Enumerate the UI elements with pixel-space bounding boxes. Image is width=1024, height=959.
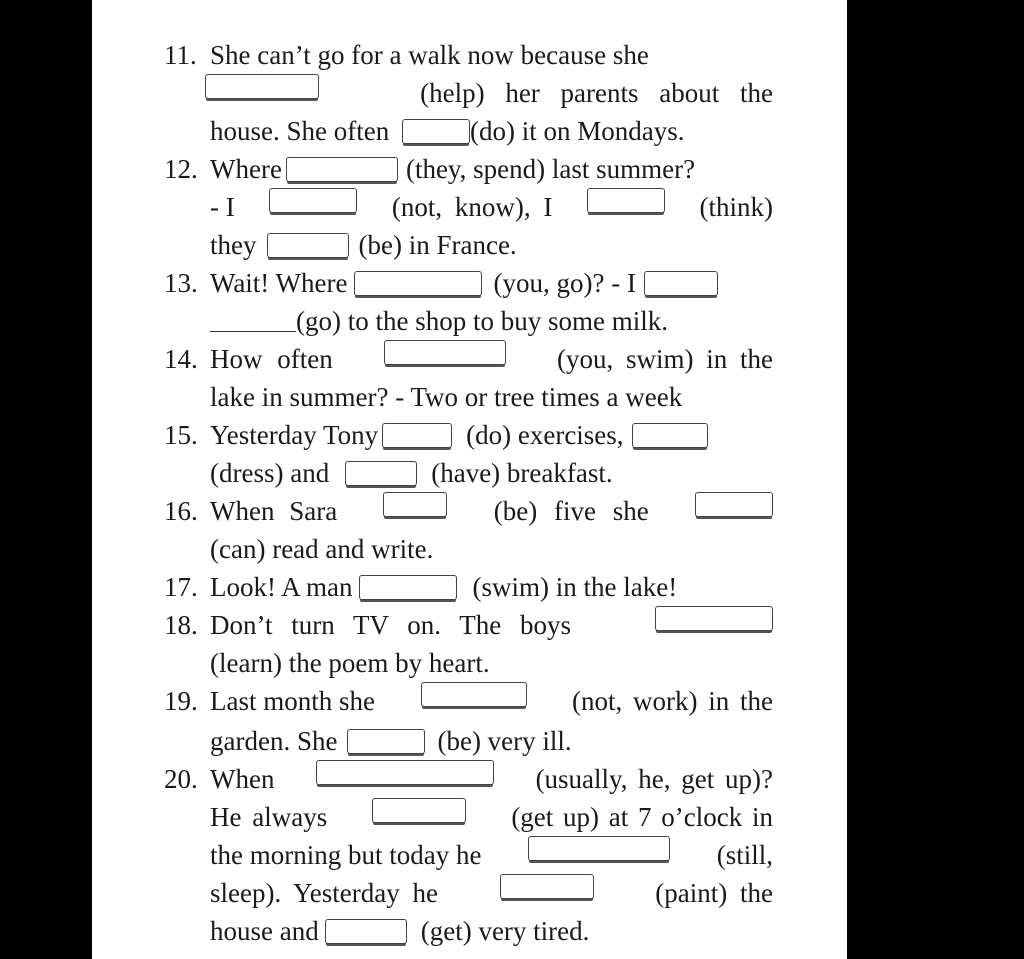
exercise-12-line-1: Where (they, spend) last summer? bbox=[210, 154, 696, 184]
exercise-15-line-1: Yesterday Tony (do) exercises, bbox=[210, 416, 782, 454]
answer-blank[interactable] bbox=[267, 233, 349, 258]
exercise-14-number: 14. bbox=[164, 344, 198, 374]
answer-blank[interactable] bbox=[632, 423, 708, 448]
exercise-17-number: 17. bbox=[164, 572, 198, 602]
answer-blank[interactable] bbox=[347, 729, 425, 754]
exercise-16-line-2: (can) read and write. bbox=[210, 534, 434, 564]
answer-blank[interactable] bbox=[316, 760, 494, 785]
answer-blank[interactable] bbox=[383, 492, 447, 517]
answer-blank[interactable] bbox=[269, 188, 357, 213]
exercise-17-line-1: Look! A man (swim) in the lake! bbox=[210, 572, 678, 602]
answer-blank[interactable] bbox=[345, 461, 417, 486]
exercise-20-number: 20. bbox=[164, 764, 198, 794]
exercise-16-line-1: When Sara (be) five she bbox=[210, 492, 773, 530]
exercise-18-number: 18. bbox=[164, 610, 198, 640]
answer-blank[interactable] bbox=[382, 423, 452, 448]
exercise-11-line-2: (help) her parents about the bbox=[205, 74, 773, 112]
answer-blank[interactable] bbox=[500, 874, 594, 899]
answer-blank[interactable] bbox=[644, 271, 718, 296]
exercise-14-line-1: How often (you, swim) in the bbox=[210, 340, 773, 378]
exercise-15-line-2: (dress) and (have) breakfast. bbox=[210, 458, 613, 488]
exercise-20-line-2: He always (get up) at 7 o’clock in bbox=[210, 798, 773, 836]
answer-blank[interactable] bbox=[286, 157, 398, 182]
exercise-15-number: 15. bbox=[164, 420, 198, 450]
exercise-20-line-5: house and (get) very tired. bbox=[210, 916, 590, 946]
answer-blank[interactable] bbox=[354, 271, 482, 296]
exercise-16-number: 16. bbox=[164, 496, 198, 526]
exercise-12-line-2: - I (not, know), I (think) bbox=[210, 188, 773, 226]
exercise-13-line-1: Wait! Where (you, go)? - I bbox=[210, 264, 782, 302]
exercise-19-line-2: garden. She (be) very ill. bbox=[210, 726, 572, 756]
exercise-18-line-1: Don’t turn TV on. The boys bbox=[210, 606, 773, 644]
exercise-18-line-2: (learn) the poem by heart. bbox=[210, 648, 490, 678]
answer-blank[interactable] bbox=[695, 492, 773, 517]
exercise-20-line-1: When (usually, he, get up)? bbox=[210, 760, 773, 798]
answer-blank[interactable] bbox=[372, 798, 466, 823]
exercise-11-number: 11. bbox=[164, 40, 197, 70]
exercise-14-line-2: lake in summer? - Two or tree times a week bbox=[210, 382, 683, 412]
worksheet-page bbox=[92, 0, 847, 959]
exercise-20-line-4: sleep). Yesterday he (paint) the bbox=[210, 874, 773, 912]
exercise-13-line-2: (go) to the shop to buy some milk. bbox=[210, 302, 668, 340]
answer-blank[interactable] bbox=[384, 340, 506, 365]
exercise-19-number: 19. bbox=[164, 686, 198, 716]
exercise-20-line-3: the morning but today he (still, bbox=[210, 836, 773, 874]
answer-blank[interactable] bbox=[359, 575, 457, 600]
exercise-11-line-1: She can’t go for a walk now because she bbox=[210, 40, 649, 70]
exercise-12-line-3: they (be) in France. bbox=[210, 230, 517, 260]
exercise-11-line-3: house. She often (do) it on Mondays. bbox=[210, 116, 685, 146]
exercise-19-line-1: Last month she (not, work) in the bbox=[210, 682, 773, 720]
answer-blank[interactable] bbox=[587, 188, 665, 213]
answer-blank[interactable] bbox=[421, 682, 527, 707]
answer-blank[interactable] bbox=[205, 74, 319, 99]
answer-blank[interactable] bbox=[655, 606, 773, 631]
answer-blank[interactable] bbox=[325, 919, 407, 944]
exercise-13-number: 13. bbox=[164, 268, 198, 298]
exercise-12-number: 12. bbox=[164, 154, 198, 184]
answer-blank[interactable] bbox=[528, 836, 670, 861]
answer-blank[interactable] bbox=[402, 119, 470, 144]
